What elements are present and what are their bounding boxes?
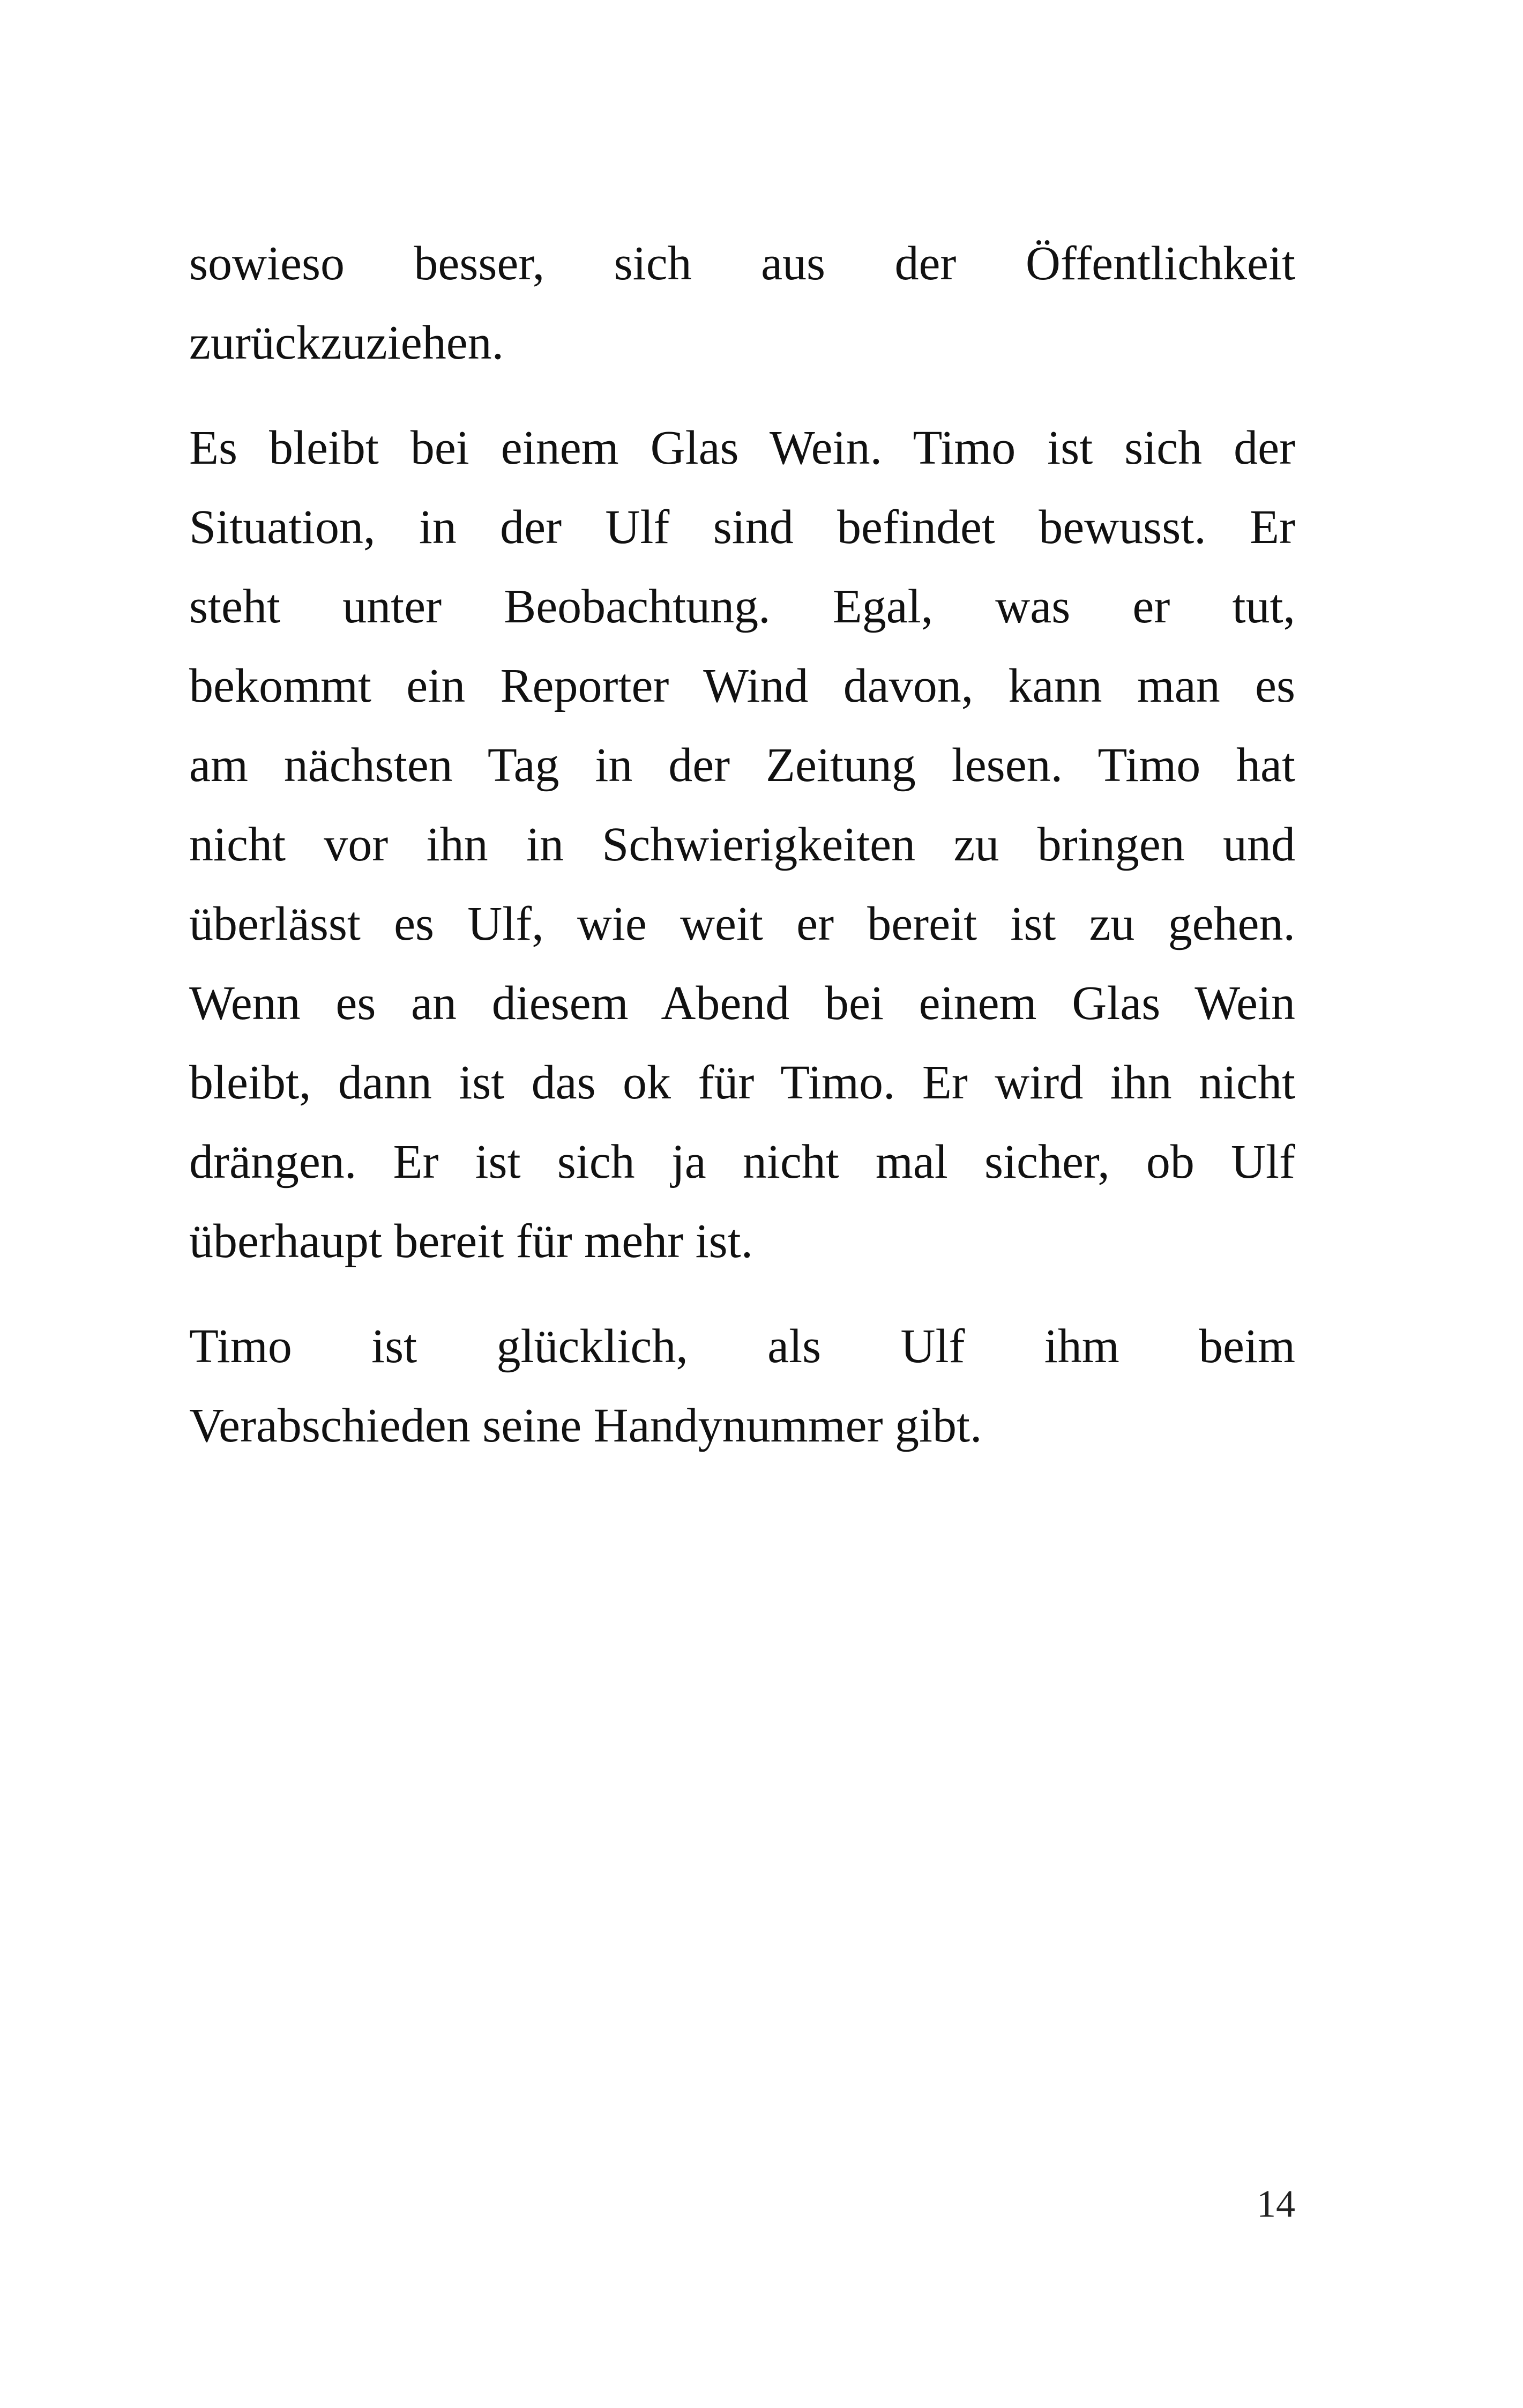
- text-line: am nächsten Tag in der Zeitung lesen. Timo hat: [189, 739, 1295, 792]
- text-line: überhaupt bereit für mehr ist.: [189, 1215, 753, 1268]
- page-number: 14: [1257, 2182, 1295, 2225]
- text-line: Situation, in der Ulf sind befindet bewusst. Er: [189, 501, 1295, 554]
- text-line: bleibt, dann ist das ok für Timo. Er wird ihn nicht: [189, 1056, 1295, 1109]
- body-text: [189, 224, 1295, 1466]
- text-line: überlässt es Ulf, wie weit er bereit ist zu gehen.: [189, 897, 1295, 950]
- text-line: drängen. Er ist sich ja nicht mal sicher, ob Ulf: [189, 1135, 1295, 1188]
- text-line: Wenn es an diesem Abend bei einem Glas Wein: [189, 977, 1295, 1030]
- text-line: bekommt ein Reporter Wind davon, kann man es: [189, 659, 1295, 712]
- text-line: nicht vor ihn in Schwierigkeiten zu bringen und: [189, 818, 1295, 871]
- text-line: zurückzuziehen.: [189, 316, 504, 369]
- text-line: steht unter Beobachtung. Egal, was er tut,: [189, 580, 1295, 633]
- text-line: Verabschieden seine Handynummer gibt.: [189, 1399, 982, 1452]
- text-line: Timo ist glücklich, als Ulf ihm beim: [189, 1320, 1295, 1373]
- paragraph-gap: [189, 1281, 1295, 1307]
- paragraph-gap: [189, 383, 1295, 408]
- text-line: Es bleibt bei einem Glas Wein. Timo ist sich der: [189, 421, 1295, 474]
- text-line: sowieso besser, sich aus der Öffentlichkeit: [189, 237, 1295, 290]
